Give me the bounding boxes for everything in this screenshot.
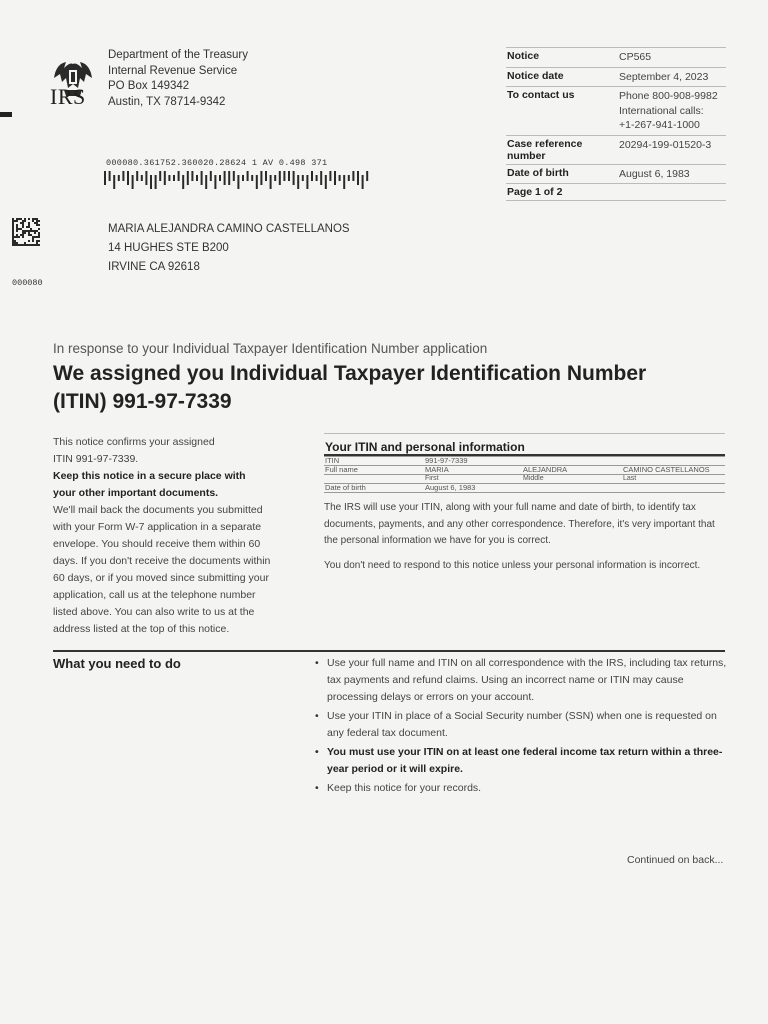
contact-intl-phone: +1-267-941-1000 — [619, 119, 700, 131]
postal-barcode-icon — [104, 171, 376, 189]
dob-row — [506, 164, 726, 184]
first-name: MARIA — [425, 465, 449, 474]
notice-date-row — [506, 67, 726, 87]
last-name: CAMINO CASTELLANOS — [623, 465, 710, 474]
notice-date-label: Notice date — [507, 69, 564, 82]
page-title — [53, 360, 673, 416]
continued-note: Continued on back... — [627, 854, 724, 866]
itin-info-grid — [324, 454, 725, 493]
list-item: • Keep this notice for your records. — [313, 780, 733, 797]
notice-date-value: September 4, 2023 — [619, 70, 709, 83]
agency-address — [108, 48, 248, 110]
contact-value — [619, 87, 726, 135]
notice-value: CP565 — [619, 51, 652, 63]
name-parts-row: First Middle Last — [324, 474, 725, 483]
contact-row — [506, 86, 726, 135]
recipient-street: 14 HUGHES STE B200 — [108, 242, 229, 254]
notice-info-table — [506, 47, 726, 201]
page-label: Page 1 of 2 — [507, 186, 563, 198]
contact-phone: Phone 800-908-9982 — [619, 90, 718, 102]
case-value: 20294-199-01520-3 — [619, 138, 712, 151]
barcode-number: 000080.361752.360020.28624 1 AV 0.498 371 — [106, 158, 328, 168]
itin-dob-row: Date of birth August 6, 1983 — [324, 483, 725, 493]
agency-line: Department of the Treasury — [108, 49, 248, 61]
left-column — [53, 434, 271, 638]
irs-logo-text: IRS — [50, 84, 86, 109]
recipient-city: IRVINE CA 92618 — [108, 261, 200, 273]
notice-row — [506, 47, 726, 67]
itin-usage-text: The IRS will use your ITIN, along with your full name and date of birth, to identify tax documents, payments, and any other correspondence. Therefore, it's very important that the personal information we have for you is correct. — [324, 502, 715, 546]
sequence-number: 000080 — [12, 278, 43, 288]
notice-subtitle: In response to your Individual Taxpayer Identification Number application — [53, 341, 488, 356]
page-row — [506, 183, 726, 201]
list-item: • Use your full name and ITIN on all correspondence with the IRS, including tax returns, tax payments and refund claims. Using an incorrect name or ITIN may cause processing delays or errors on your account. — [313, 655, 733, 706]
dob-value: August 6, 1983 — [619, 167, 690, 180]
dob-label: Date of birth — [507, 166, 569, 179]
middle-name: ALEJANDRA — [523, 465, 568, 474]
agency-line: Internal Revenue Service — [108, 64, 238, 77]
recipient-address — [108, 220, 350, 277]
no-response-text: You don't need to respond to this notice unless your personal information is incorrect. — [324, 559, 701, 571]
title-line: (ITIN) 991-97-7339 — [53, 390, 232, 413]
itin-section-header — [324, 433, 725, 454]
fold-mark — [0, 112, 12, 117]
keep-notice-text: Keep this notice in a secure place with your other important documents. — [53, 470, 246, 499]
need-section-rule — [53, 650, 725, 652]
itin-dob-value: August 6, 1983 — [425, 483, 476, 492]
case-row — [506, 135, 726, 164]
datamatrix-code-icon — [12, 218, 40, 246]
list-item: • You must use your ITIN on at least one federal income tax return within a three-year period or it will expire. — [313, 744, 733, 778]
need-list — [313, 655, 733, 799]
contact-label: To contact us — [507, 89, 575, 101]
title-line: We assigned you Individual Taxpayer Identification Number — [53, 362, 647, 385]
agency-line: PO Box 149342 — [108, 80, 190, 92]
agency-line: Austin, TX 78714-9342 — [108, 95, 226, 108]
fullname-row: Full name MARIA ALEJANDRA CAMINO CASTELLANOS — [324, 465, 725, 474]
itin-explanation — [324, 500, 729, 582]
need-section-title: What you need to do — [53, 656, 181, 671]
itin-row: ITIN 991-97-7339 — [324, 456, 725, 465]
contact-intl-label: International calls: — [619, 104, 704, 117]
case-label: Case reference number — [507, 137, 583, 162]
recipient-name: MARIA ALEJANDRA CAMINO CASTELLANOS — [108, 223, 350, 235]
list-item: • Use your ITIN in place of a Social Security number (SSN) when one is requested on any federal tax document. — [313, 708, 733, 742]
itin-section-title: Your ITIN and personal information — [325, 440, 525, 454]
mail-back-text: We'll mail back the documents you submitted with your Form W-7 application in a separate envelope. You should receive them within 60 days. If you don't receive the documents within 60 days, or if you moved since submitting your application, call us at the telephone number listed above. You can also write to us at the address listed at the top of this notice. — [53, 504, 271, 635]
confirm-line: This notice confirms your assigned — [53, 436, 215, 448]
itin-value: 991-97-7339 — [425, 456, 468, 465]
confirm-itin: ITIN 991-97-7339. — [53, 453, 139, 465]
notice-label: Notice — [507, 50, 540, 62]
